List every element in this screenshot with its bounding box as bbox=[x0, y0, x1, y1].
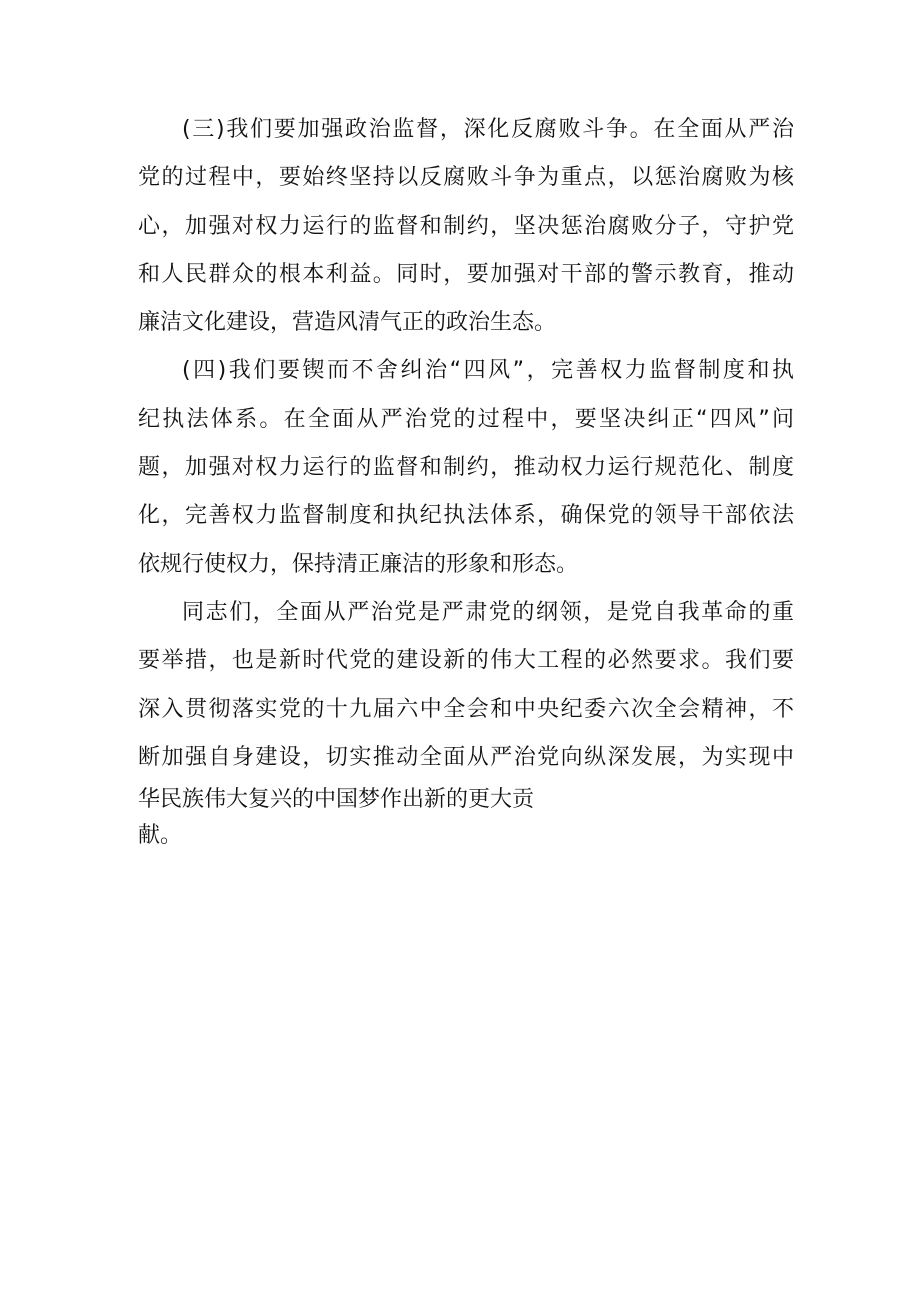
text-line: 纪执法体系。在全面从严治党的过程中，要坚决纠正“四风”问 bbox=[138, 406, 794, 432]
text-line: 和人民群众的根本利益。同时，要加强对干部的警示教育，推动 bbox=[138, 261, 794, 287]
text-line: 同志们，全面从严治党是严肃党的纲领，是党自我革命的重 bbox=[182, 599, 794, 625]
paragraph-political-supervision bbox=[138, 106, 794, 347]
document-body bbox=[138, 106, 794, 854]
text-line: 献。 bbox=[138, 823, 183, 849]
paragraph-four-winds bbox=[138, 347, 794, 588]
text-line: 断加强自身建设，切实推动全面从严治党向纵深发展，为实现中 bbox=[138, 744, 794, 770]
text-line: 化，完善权力监督制度和执纪执法体系，确保党的领导干部依法 bbox=[138, 503, 794, 529]
text-line: 依规行使权力，保持清正廉洁的形象和形态。 bbox=[138, 551, 579, 577]
text-line: 深入贯彻落实党的十九届六中全会和中央纪委六次全会精神，不 bbox=[138, 696, 794, 722]
text-line: 题，加强对权力运行的监督和制约，推动权力运行规范化、制度 bbox=[138, 455, 794, 481]
text-line: 要举措，也是新时代党的建设新的伟大工程的必然要求。我们要 bbox=[138, 648, 794, 674]
text-line: (三)我们要加强政治监督，深化反腐败斗争。在全面从严治 bbox=[182, 117, 794, 142]
text-line: (四)我们要锲而不舍纠治“四风”，完善权力监督制度和执 bbox=[182, 358, 794, 384]
text-line: 华民族伟大复兴的中国梦作出新的更大贡 bbox=[138, 787, 535, 813]
paragraph-conclusion bbox=[138, 589, 794, 854]
text-line: 廉洁文化建设，营造风清气正的政治生态。 bbox=[138, 310, 557, 336]
text-line: 党的过程中，要始终坚持以反腐败斗争为重点，以惩治腐败为核 bbox=[138, 165, 794, 191]
text-line: 心，加强对权力运行的监督和制约，坚决惩治腐败分子，守护党 bbox=[138, 213, 794, 239]
